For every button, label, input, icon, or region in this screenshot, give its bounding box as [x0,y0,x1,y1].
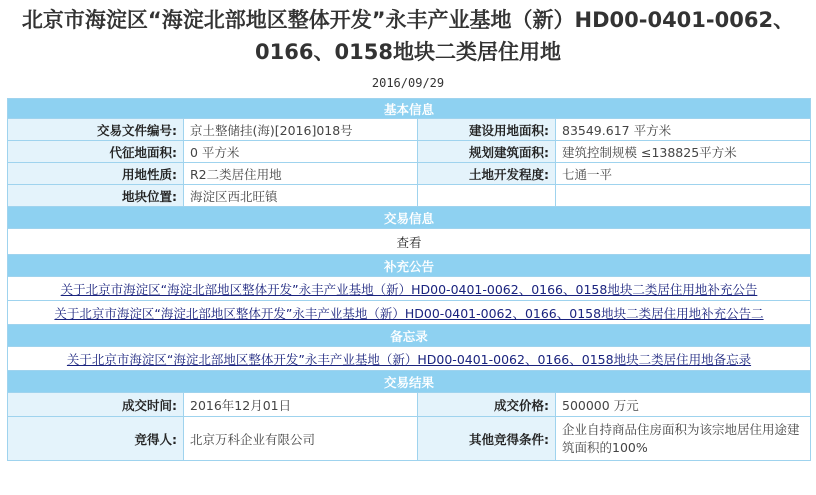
section-result: 交易结果 [8,371,811,393]
section-supplement: 补充公告 [8,255,811,277]
expro-area-value: 0 平方米 [184,141,418,163]
land-area-value: 83549.617 平方米 [556,119,811,141]
plan-area-label: 规划建筑面积: [418,141,556,163]
location-value: 海淀区西北旺镇 [184,185,418,207]
expro-area-label: 代征地面积: [8,141,184,163]
empty-cell [556,185,811,207]
winner-label: 竞得人: [8,417,184,461]
winner-value: 北京万科企业有限公司 [184,417,418,461]
publish-date: 2016/09/29 [371,76,445,90]
land-use-label: 用地性质: [8,163,184,185]
other-conditions-label: 其他竞得条件: [418,417,556,461]
location-label: 地块位置: [8,185,184,207]
page-title-line1: 北京市海淀区“海淀北部地区整体开发”永丰产业基地（新）HD00-0401-0062、 [21,8,795,32]
deal-price-value: 500000 万元 [556,393,811,417]
deal-time-value: 2016年12月01日 [184,393,418,417]
supplement-link-2[interactable]: 关于北京市海淀区“海淀北部地区整体开发”永丰产业基地（新）HD00-0401-0062、0166、0158地块二类居住用地补充公告二 [54,305,764,321]
memo-link[interactable]: 关于北京市海淀区“海淀北部地区整体开发”永丰产业基地（新）HD00-0401-0062、0166、0158地块二类居住用地备忘录 [66,351,752,367]
section-memo: 备忘录 [8,325,811,347]
doc-no-value: 京土整储挂(海)[2016]018号 [184,119,418,141]
empty-cell [418,185,556,207]
supplement-row-2 [8,301,811,325]
page-title-line2: 0166、0158地块二类居住用地 [255,40,561,64]
deal-time-label: 成交时间: [8,393,184,417]
supplement-link-1[interactable]: 关于北京市海淀区“海淀北部地区整体开发”永丰产业基地（新）HD00-0401-0062、0166、0158地块二类居住用地补充公告 [60,281,758,297]
doc-no-label: 交易文件编号: [8,119,184,141]
section-trade-info: 交易信息 [8,207,811,229]
land-area-label: 建设用地面积: [418,119,556,141]
supplement-row-1 [8,277,811,301]
deal-price-label: 成交价格: [418,393,556,417]
section-basic-info: 基本信息 [8,99,811,119]
land-use-value: R2二类居住用地 [184,163,418,185]
other-conditions-value: 企业自持商品住房面积为该宗地居住用途建筑面积的100% [556,417,811,461]
plan-area-value: 建筑控制规模 ≤138825平方米 [556,141,811,163]
view-trade-link[interactable]: 查看 [8,229,811,255]
memo-row [8,347,811,371]
dev-level-value: 七通一平 [556,163,811,185]
page-title [0,4,816,68]
land-info-table [7,98,811,461]
dev-level-label: 土地开发程度: [418,163,556,185]
